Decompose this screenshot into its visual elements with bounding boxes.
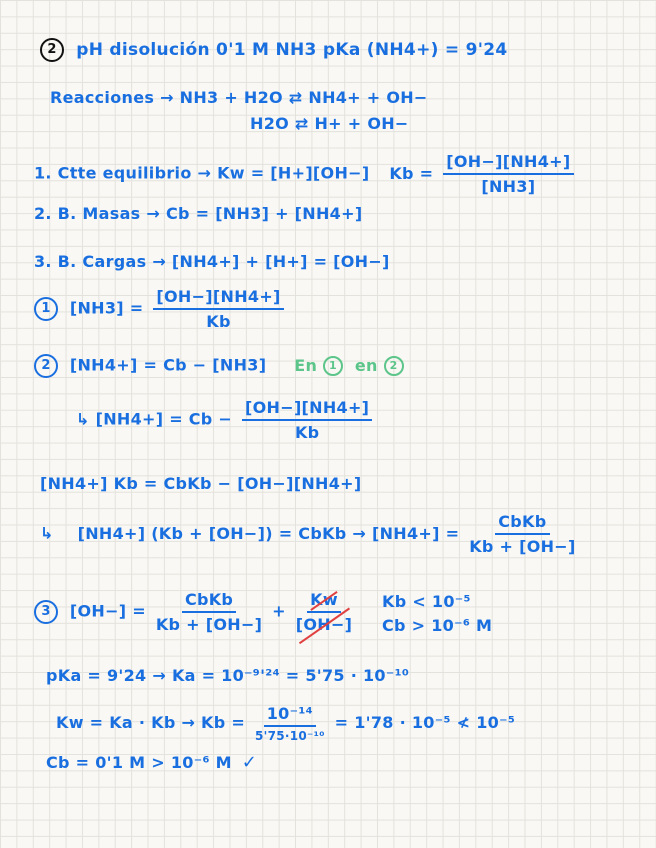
step-2-number: 2 [34, 354, 58, 378]
arrow-down-right: ↳ [76, 409, 96, 429]
step-2d-numerator: CbKb [495, 512, 549, 535]
kb-lhs: Kb = [389, 163, 434, 183]
step-2b-numerator: [OH−][NH4+] [242, 398, 372, 421]
arrow: → [152, 252, 172, 271]
reactions-line [50, 88, 428, 107]
reaction-2: H2O ⇄ H+ + OH− [250, 114, 409, 133]
step-1-numerator: [OH−][NH4+] [153, 287, 283, 310]
substitution-note [294, 356, 409, 375]
arrow: → [146, 204, 166, 223]
substitution-step-b: 2 [384, 356, 404, 376]
step-3-fraction-1-denominator: Kb + [OH−] [155, 615, 263, 634]
step-1-number: 1 [34, 297, 58, 321]
charge-balance: [NH4+] + [H+] = [OH−] [171, 252, 390, 271]
step-2c-line [40, 474, 361, 493]
problem-title: pH disolución 0'1 M NH3 pKa (NH4+) = 9'24 [76, 40, 508, 60]
step-3-fraction-2-numerator [307, 590, 341, 613]
equation-3-line [34, 252, 390, 271]
step-3-fraction-1-numerator: CbKb [182, 590, 236, 613]
arrow: → [160, 88, 180, 107]
condition-kb: Kb < 10⁻⁵ [382, 592, 471, 611]
kb-value-result: = 1'78 · 10⁻⁵ ≮ 10⁻⁵ [334, 713, 516, 732]
reaction-1: NH3 + H2O ⇄ NH4+ + OH− [179, 88, 428, 107]
substitution-mid: en [354, 355, 378, 375]
step-2c-expression: [NH4+] Kb = CbKb − [OH−][NH4+] [40, 474, 362, 493]
problem-number: 2 [40, 38, 64, 62]
kb-fraction [443, 152, 573, 196]
pka-calculation: pKa = 9'24 → Ka = 10⁻⁹'²⁴ = 5'75 · 10⁻¹⁰ [46, 666, 410, 685]
step-3-number: 3 [34, 600, 58, 624]
cb-line [46, 752, 257, 773]
arrow-down-right: ↳ [40, 523, 60, 543]
kw-expression: Kw = [H+][OH−] [217, 163, 370, 183]
kw-line [56, 704, 515, 743]
step-2-line [34, 354, 410, 378]
kb-numerator: [OH−][NH4+] [443, 152, 573, 175]
title-line [40, 38, 508, 62]
kw-crossed: Kw [310, 590, 338, 609]
kb-denominator: [NH3] [481, 177, 536, 196]
equation-2-line [34, 204, 362, 223]
equation-3-label: 3. B. Cargas [34, 252, 147, 271]
arrow: → [197, 163, 218, 183]
step-3-fraction-2 [296, 590, 353, 634]
step-2d-line [40, 512, 580, 556]
step-2d-fraction [469, 512, 575, 556]
pka-line [46, 666, 409, 685]
step-2b-line [76, 398, 376, 442]
cb-condition: Cb = 0'1 M > 10⁻⁶ M [46, 753, 232, 772]
check-icon: ✓ [241, 752, 258, 773]
equation-1-label: 1. Ctte equilibrio [34, 163, 192, 183]
step-3-lhs: [OH−] = [69, 601, 146, 621]
step-3-line [34, 590, 356, 634]
step-1-line [34, 287, 288, 331]
reactions-label: Reacciones [50, 88, 155, 107]
reaction-2-line [250, 114, 409, 133]
kb-value-fraction [255, 704, 325, 743]
oh-crossed: [OH−] [295, 615, 353, 634]
equation-1-line [34, 152, 578, 196]
mass-balance: Cb = [NH3] + [NH4+] [165, 204, 363, 223]
condition-cb: Cb > 10⁻⁶ M [382, 616, 493, 635]
kb-value-denominator: 5'75·10⁻¹⁰ [254, 729, 325, 743]
step-2b-lhs: [NH4+] = Cb − [95, 409, 233, 429]
kb-value-numerator: 10⁻¹⁴ [264, 704, 316, 727]
step-2d-lhs: [NH4+] (Kb + [OH−]) = CbKb → [NH4+] = [77, 523, 460, 543]
conditions [382, 590, 492, 638]
step-1-denominator: Kb [206, 312, 231, 331]
step-2b-denominator: Kb [294, 423, 320, 442]
step-3-fraction-1 [156, 590, 262, 634]
step-1-lhs: [NH3] = [69, 298, 144, 318]
step-2-expression: [NH4+] = Cb − [NH3] [69, 355, 267, 375]
step-3-plus: + [272, 601, 286, 621]
substitution-label: En [294, 355, 318, 375]
step-3-fraction-2-denominator [296, 613, 353, 634]
step-2d-denominator: Kb + [OH−] [469, 537, 576, 556]
step-2b-fraction [242, 398, 372, 442]
substitution-step-a: 1 [323, 356, 343, 376]
step-1-fraction [153, 287, 283, 331]
equation-2-label: 2. B. Masas [34, 204, 141, 223]
kw-lhs: Kw = Ka · Kb → Kb = [56, 713, 246, 732]
